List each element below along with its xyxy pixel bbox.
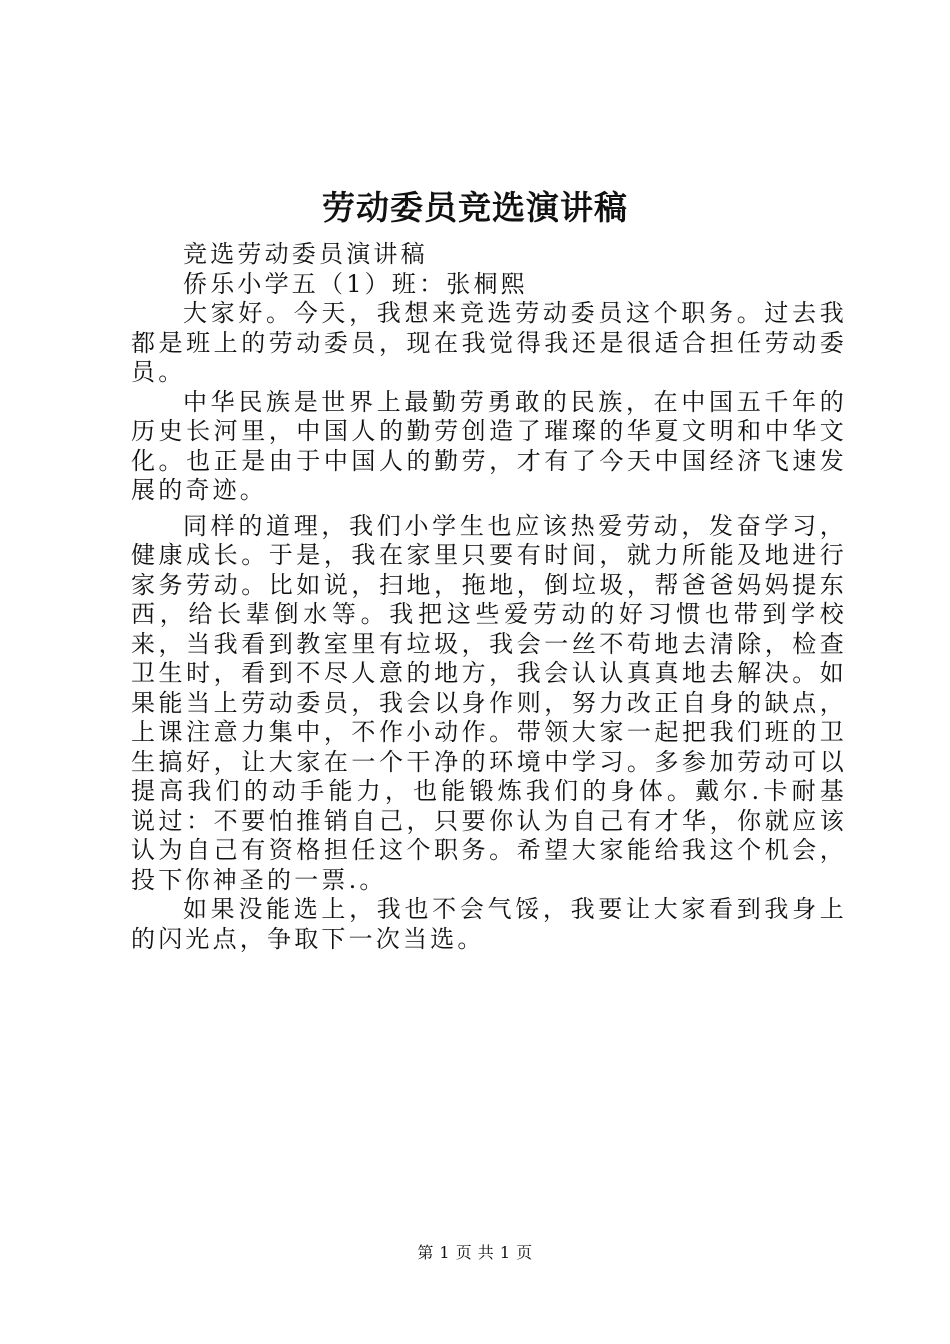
body-paragraph: 大家好。今天，我想来竞选劳动委员这个职务。过去我都是班上的劳动委员，现在我觉得我还是很适合担任劳动委员。 <box>131 299 847 386</box>
document-body <box>131 240 847 954</box>
document-title: 劳动委员竞选演讲稿 <box>322 188 628 227</box>
page-footer: 第 1 页 共 1 页 <box>417 1243 533 1262</box>
author-paragraph: 侨乐小学五（1）班：张桐熙 <box>183 269 528 298</box>
body-paragraph: 如果没能选上，我也不会气馁，我要让大家看到我身上的闪光点，争取下一次当选。 <box>131 895 847 953</box>
body-paragraph: 中华民族是世界上最勤劳勇敢的民族，在中国五千年的历史长河里，中国人的勤劳创造了璀璨的华夏文明和中华文化。也正是由于中国人的勤劳，才有了今天中国经济飞速发展的奇迹。 <box>131 387 847 504</box>
body-paragraph: 同样的道理，我们小学生也应该热爱劳动，发奋学习，健康成长。于是，我在家里只要有时间，就力所能及地进行家务劳动。比如说，扫地，拖地，倒垃圾，帮爸爸妈妈提东西，给长辈倒水等。我把这些爱劳动的好习惯也带到学校来，当我看到教室里有垃圾，我会一丝不苟地去清除，检查卫生时，看到不尽人意的地方，我会认认真真地去解决。如果能当上劳动委员，我会以身作则，努力改正自身的缺点，上课注意力集中，不作小动作。带领大家一起把我们班的卫生搞好，让大家在一个干净的环境中学习。多参加劳动可以提高我们的动手能力，也能锻炼我们的身体。戴尔.卡耐基说过：不要怕推销自己，只要你认为自己有才华，你就应该认为自己有资格担任这个职务。希望大家能给我这个机会，投下你神圣的一票.。 <box>131 511 847 894</box>
subtitle-paragraph: 竞选劳动委员演讲稿 <box>183 240 428 268</box>
